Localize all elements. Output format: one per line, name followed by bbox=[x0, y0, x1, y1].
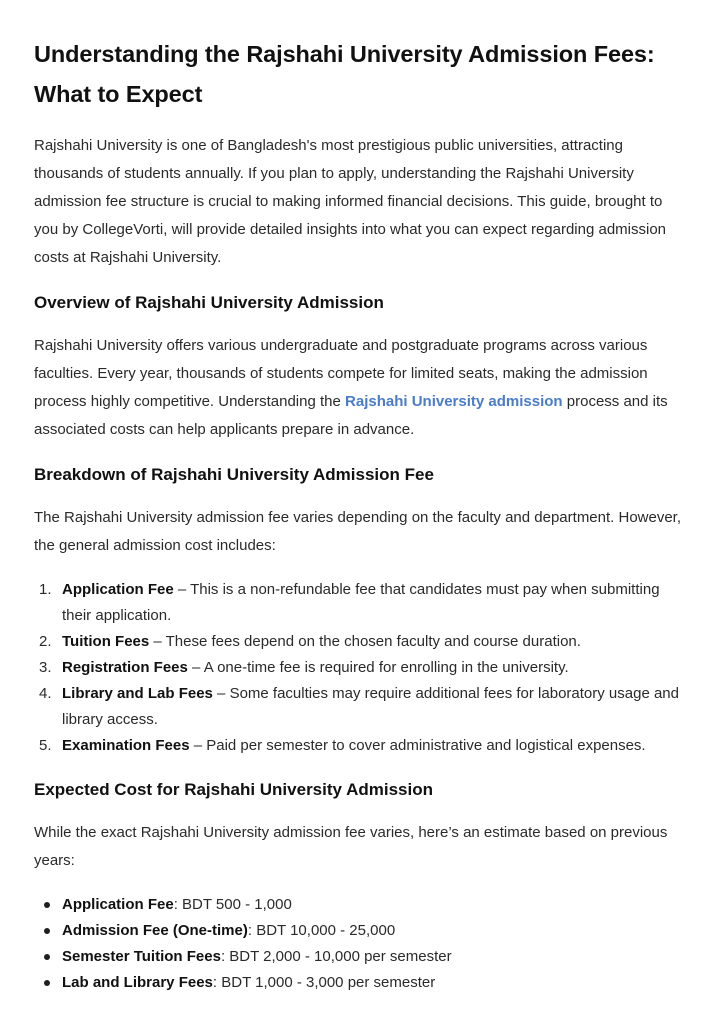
fee-breakdown-list bbox=[34, 577, 686, 759]
fee-description: – These fees depend on the chosen faculty and course duration. bbox=[149, 633, 581, 650]
cost-term: Lab and Library Fees bbox=[62, 974, 213, 991]
bullet-icon bbox=[44, 928, 50, 934]
list-number: 2. bbox=[39, 633, 52, 650]
overview-text-before-link: Rajshahi University offers various undergraduate and postgraduate programs across various faculties. Every year, thousands of students compete for limited seats, making the admission process highly competitive. Understanding the bbox=[34, 337, 648, 410]
cost-value: : BDT 2,000 - 10,000 per semester bbox=[220, 948, 452, 965]
fee-term: Examination Fees bbox=[62, 737, 190, 754]
cost-value: : BDT 10,000 - 25,000 bbox=[247, 922, 396, 939]
cost-term: Admission Fee (One-time) bbox=[62, 922, 248, 939]
overview-paragraph bbox=[34, 332, 686, 444]
breakdown-heading: Breakdown of Rajshahi University Admission Fee bbox=[34, 465, 434, 484]
fee-description: – A one-time fee is required for enrolling in the university. bbox=[187, 659, 569, 676]
bullet-icon bbox=[44, 980, 50, 986]
rajshahi-admission-link[interactable]: Rajshahi University admission bbox=[345, 393, 563, 410]
list-number: 4. bbox=[39, 685, 52, 702]
list-item bbox=[34, 892, 686, 918]
list-item bbox=[34, 655, 686, 681]
list-number: 1. bbox=[39, 581, 52, 598]
fee-description: – Paid per semester to cover administrative and logistical expenses. bbox=[189, 737, 646, 754]
overview-text-after-link: process and its associated costs can help applicants prepare in advance. bbox=[34, 393, 668, 438]
fee-description: – This is a non-refundable fee that candidates must pay when submitting their application. bbox=[62, 581, 660, 624]
list-item bbox=[34, 944, 686, 970]
bullet-icon bbox=[44, 902, 50, 908]
list-item bbox=[34, 733, 686, 759]
cost-term: Application Fee bbox=[62, 896, 174, 913]
bullet-icon bbox=[44, 954, 50, 960]
expected-cost-heading: Expected Cost for Rajshahi University Admission bbox=[34, 780, 433, 799]
fee-term: Tuition Fees bbox=[62, 633, 150, 650]
fee-term: Application Fee bbox=[62, 581, 174, 598]
intro-paragraph: Rajshahi University is one of Bangladesh's most prestigious public universities, attracting thousands of students annually. If you plan to apply, understanding the Rajshahi University admission fee structure is crucial to making informed financial decisions. This guide, brought to you by CollegeVorti, will provide detailed insights into what you can expect regarding admission costs at Rajshahi University. bbox=[34, 137, 667, 266]
fee-term: Registration Fees bbox=[62, 659, 188, 676]
list-number: 5. bbox=[39, 737, 52, 754]
list-item bbox=[34, 970, 686, 996]
expected-cost-intro: While the exact Rajshahi University admission fee varies, here’s an estimate based on previous years: bbox=[34, 824, 668, 869]
fee-description: – Some faculties may require additional fees for laboratory usage and library access. bbox=[62, 685, 679, 728]
cost-term: Semester Tuition Fees bbox=[62, 948, 221, 965]
list-item bbox=[34, 629, 686, 655]
fee-term: Library and Lab Fees bbox=[62, 685, 213, 702]
list-item bbox=[34, 681, 686, 733]
cost-value: : BDT 1,000 - 3,000 per semester bbox=[212, 974, 436, 991]
list-number: 3. bbox=[39, 659, 52, 676]
list-item bbox=[34, 918, 686, 944]
overview-heading: Overview of Rajshahi University Admission bbox=[34, 293, 384, 312]
expected-cost-list bbox=[34, 892, 686, 996]
cost-value: : BDT 500 - 1,000 bbox=[173, 896, 292, 913]
list-item bbox=[34, 577, 686, 629]
article-title: Understanding the Rajshahi University Admission Fees: What to Expect bbox=[34, 41, 655, 107]
breakdown-intro: The Rajshahi University admission fee varies depending on the faculty and department. However, the general admission cost includes: bbox=[34, 509, 682, 554]
